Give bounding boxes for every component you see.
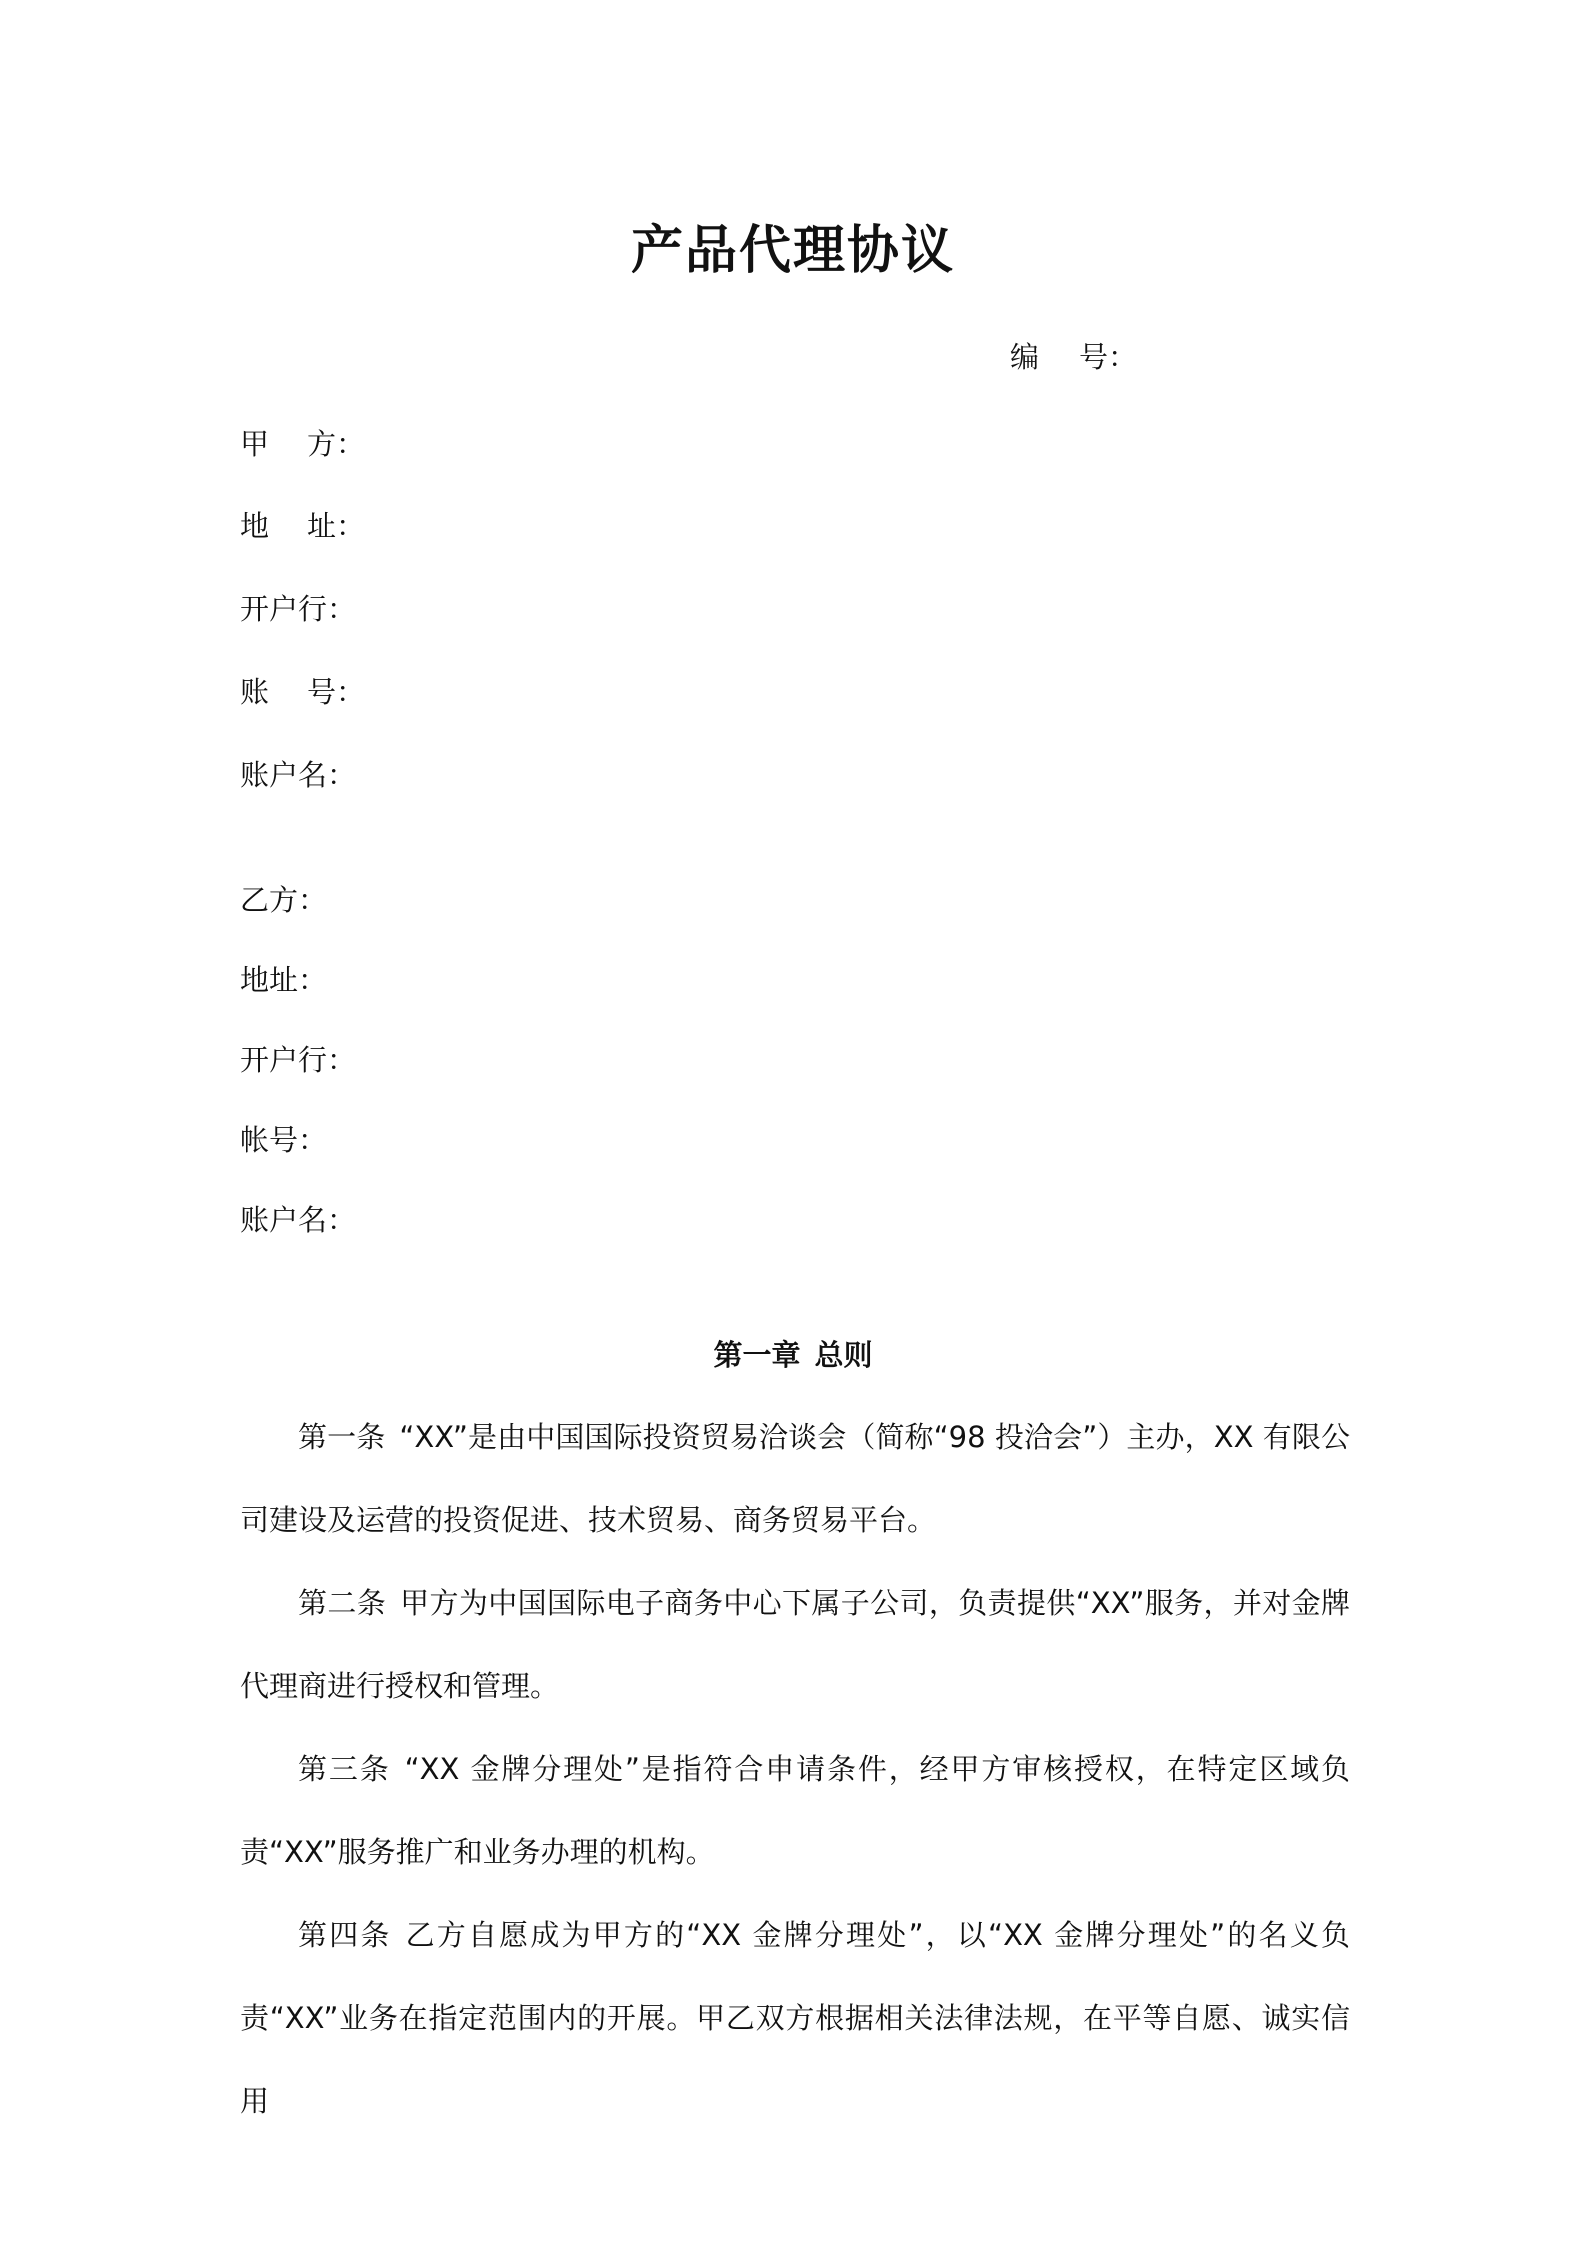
party-a-bank-field: 开户行： (240, 592, 357, 626)
party-a-name-field: 甲 方： (240, 427, 366, 461)
chapter-number: 第一章 (713, 1338, 801, 1372)
party-b-name-field: 乙方： (240, 883, 328, 917)
party-b-bank-field: 开户行： (240, 1043, 357, 1077)
article-1 (240, 1396, 1350, 1562)
article-text: “XX”是由中国国际投资贸易洽谈会（简称“98 投洽会”）主办，XX 有限公司建设及运营的投资促进、技术贸易、商务贸易平台。 (240, 1420, 1350, 1537)
contract-number-label-a: 编 (1010, 340, 1040, 374)
article-text: “XX 金牌分理处”是指符合申请条件，经甲方审核授权，在特定区域负责“XX”服务推广和业务办理的机构。 (240, 1752, 1350, 1869)
party-b-account-name-field: 账户名： (240, 1203, 357, 1237)
article-number: 第一条 (298, 1420, 386, 1454)
article-3 (240, 1728, 1350, 1894)
party-b-address-field: 地址： (240, 963, 328, 997)
chapter-name: 总则 (814, 1338, 873, 1372)
article-2 (240, 1562, 1350, 1728)
contract-number-field (1010, 335, 1137, 376)
party-a-address-field: 地 址： (240, 509, 366, 543)
party-a-account-field: 账 号： (240, 675, 366, 709)
article-number: 第四条 (298, 1918, 392, 1952)
contract-number-label-b: 号： (1079, 340, 1138, 374)
article-text: 甲方为中国国际电子商务中心下属子公司，负责提供“XX”服务，并对金牌代理商进行授权和管理。 (240, 1586, 1350, 1703)
party-b-account-field: 帐号： (240, 1123, 328, 1157)
article-4 (240, 1894, 1350, 2143)
chapter-heading (0, 1333, 1586, 1374)
article-number: 第二条 (298, 1586, 387, 1620)
party-a-account-name-field: 账户名： (240, 758, 357, 792)
article-number: 第三条 (298, 1752, 391, 1786)
article-text: 乙方自愿成为甲方的“XX 金牌分理处”，以“XX 金牌分理处”的名义负责“XX”业务在指定范围内的开展。甲乙双方根据相关法律法规，在平等自愿、诚实信用 (240, 1918, 1350, 2118)
document-title: 产品代理协议 (630, 221, 955, 281)
